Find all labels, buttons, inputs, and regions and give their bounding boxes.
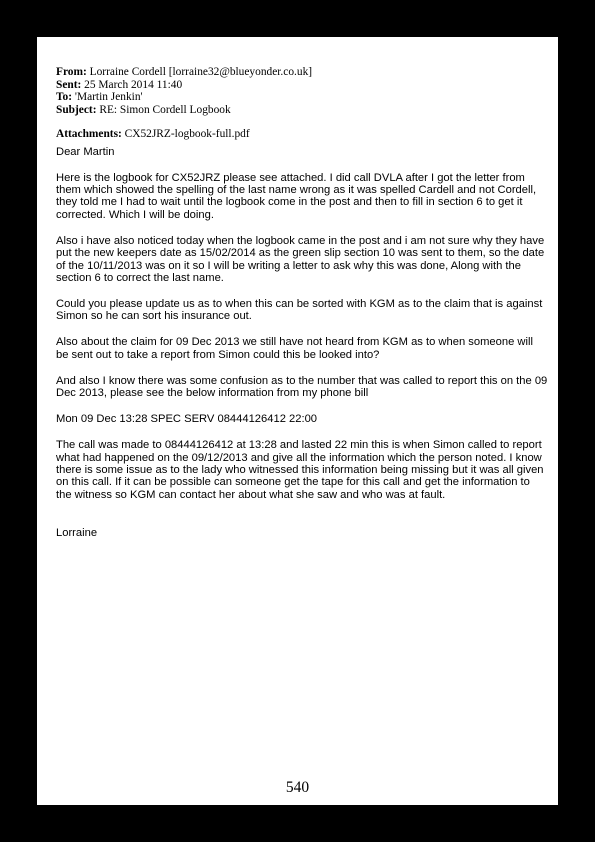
sent-row bbox=[56, 79, 546, 92]
document-page bbox=[37, 37, 558, 805]
signature: Lorraine bbox=[56, 527, 98, 540]
attachment-filename: CX52JRZ-logbook-full.pdf bbox=[124, 128, 250, 140]
email-body bbox=[56, 146, 548, 553]
sent-label: Sent: bbox=[56, 78, 82, 91]
subject-value: RE: Simon Cordell Logbook bbox=[99, 103, 231, 116]
paragraph-7: The call was made to 08444126412 at 13:28 and lasted 22 min this is when Simon called to report what had happened on the 09/12/2013 and give all the information which the person noted. I know there is some issue as to the lady who witnessed this information being missing but it was all given on this call. If it can be possible can someone get the tape for this call and get the information to the witness so KGM can contact her about what she saw and who was at fault. bbox=[56, 439, 544, 501]
to-value: 'Martin Jenkin' bbox=[74, 91, 143, 103]
from-value: Lorraine Cordell [lorraine32@blueyonder.co.uk] bbox=[89, 66, 313, 78]
sent-value: 25 March 2014 11:40 bbox=[84, 78, 183, 91]
paragraph-1: Here is the logbook for CX52JRZ please see attached. I did call DVLA after I got the letter from them which showed the spelling of the last name wrong as it was spelled Cardell and not Cordell, they told me I had to wait until the logbook come in the post and then to fill in section 6 to get it corrected. Which I will be doing. bbox=[56, 171, 537, 221]
paragraph-3: Could you please update us as to when this can be sorted with KGM as to the claim that is against Simon so he can sort his insurance out. bbox=[56, 298, 543, 323]
from-row bbox=[56, 66, 546, 79]
phone-bill-line: Mon 09 Dec 13:28 SPEC SERV 08444126412 22:00 bbox=[56, 413, 318, 426]
to-row bbox=[56, 91, 546, 104]
email-header bbox=[56, 66, 546, 141]
subject-row bbox=[56, 104, 546, 117]
attachments-label: Attachments: bbox=[56, 128, 122, 140]
page-number: 540 bbox=[285, 779, 310, 796]
paragraph-4: Also about the claim for 09 Dec 2013 we still have not heard from KGM as to when someone will be sent out to take a report from Simon could this be looked into? bbox=[56, 336, 533, 361]
attachments-row bbox=[56, 128, 546, 141]
salutation: Dear Martin bbox=[56, 146, 115, 158]
paragraph-5: And also I know there was some confusion as to the number that was called to report this on the 09 Dec 2013, please see the below information from my phone bill bbox=[56, 374, 548, 400]
paragraph-2: Also i have also noticed today when the logbook came in the post and i am not sure why they have put the new keepers date as 15/02/2014 as the green slip section 10 was sent to them, so the date of the 10/11/2013 was on it so I will be writing a letter to ask why this was done, Along with the section 6 to correct the last name. bbox=[56, 234, 545, 285]
to-label: To: bbox=[56, 91, 73, 103]
subject-label: Subject: bbox=[56, 103, 97, 116]
from-label: From: bbox=[56, 66, 87, 78]
